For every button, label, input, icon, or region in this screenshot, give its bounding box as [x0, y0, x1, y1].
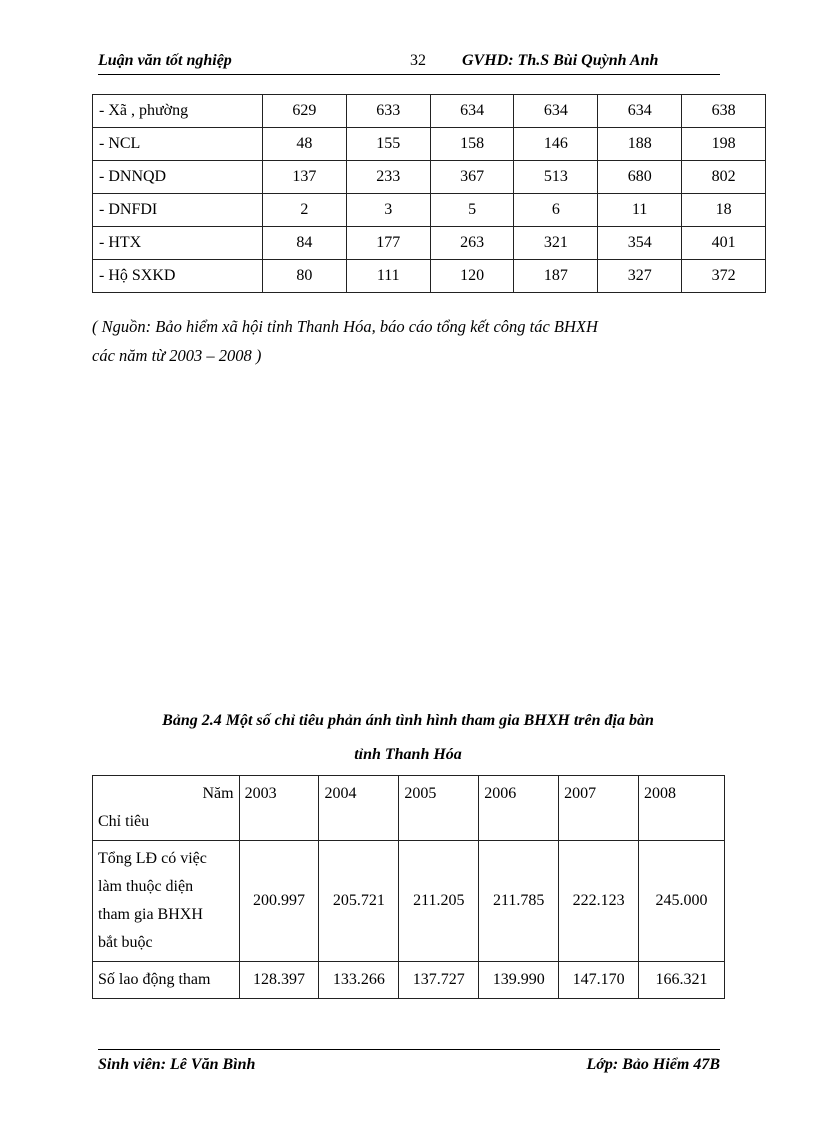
page-number: 32: [410, 52, 426, 69]
row-label: - NCL: [93, 128, 263, 161]
indicator-label-line: làm thuộc diện: [98, 878, 194, 895]
page-footer: [98, 1049, 720, 1073]
table-row: [93, 194, 766, 227]
indicator-label: [93, 841, 240, 962]
table-row: [93, 841, 725, 962]
indicator-label-line: bắt buộc: [98, 934, 153, 951]
table-row: [93, 260, 766, 293]
row-label: - HTX: [93, 227, 263, 260]
class-name: Lớp: Bảo Hiểm 47B: [586, 1056, 720, 1073]
source-line-2: các năm từ 2003 – 2008 ): [92, 346, 262, 365]
year-cell: 2005: [399, 776, 479, 841]
value-cell: 5: [430, 194, 514, 227]
indicators-table: [92, 775, 725, 999]
value-cell: 263: [430, 227, 514, 260]
table-caption-line-1: Bảng 2.4 Một số chỉ tiêu phản ánh tình hình tham gia BHXH trên địa bàn: [162, 712, 654, 729]
value-cell: 321: [514, 227, 598, 260]
value-cell: 634: [430, 95, 514, 128]
value-cell: 166.321: [639, 962, 725, 999]
student-name: Sinh viên: Lê Văn Bình: [98, 1056, 256, 1073]
value-cell: 133.266: [319, 962, 399, 999]
row-label: - Hộ SXKD: [93, 260, 263, 293]
value-cell: 18: [682, 194, 766, 227]
table-row: [93, 95, 766, 128]
value-cell: 513: [514, 161, 598, 194]
value-cell: 137.727: [399, 962, 479, 999]
value-cell: 137: [263, 161, 347, 194]
corner-year-label: Năm: [202, 785, 234, 802]
value-cell: 401: [682, 227, 766, 260]
row-label: - DNFDI: [93, 194, 263, 227]
value-cell: 222.123: [559, 841, 639, 962]
year-cell: 2004: [319, 776, 399, 841]
corner-cell: [93, 776, 240, 841]
corner-indicator-label: Chỉ tiêu: [98, 813, 150, 830]
year-cell: 2006: [479, 776, 559, 841]
participants-table: [92, 94, 766, 293]
value-cell: 327: [598, 260, 682, 293]
indicator-label-line: Tổng LĐ có việc: [98, 850, 207, 867]
value-cell: 84: [263, 227, 347, 260]
value-cell: 147.170: [559, 962, 639, 999]
page-header: [98, 50, 720, 75]
value-cell: 629: [263, 95, 347, 128]
thesis-title: Luận văn tốt nghiệp: [98, 52, 232, 69]
value-cell: 80: [263, 260, 347, 293]
value-cell: 128.397: [239, 962, 319, 999]
value-cell: 211.205: [399, 841, 479, 962]
table-row: [93, 161, 766, 194]
value-cell: 638: [682, 95, 766, 128]
value-cell: 2: [263, 194, 347, 227]
value-cell: 158: [430, 128, 514, 161]
source-note: [92, 312, 752, 370]
value-cell: 187: [514, 260, 598, 293]
year-cell: 2003: [239, 776, 319, 841]
value-cell: 354: [598, 227, 682, 260]
table-row: [93, 962, 725, 999]
value-cell: 155: [346, 128, 430, 161]
value-cell: 177: [346, 227, 430, 260]
row-label: - DNNQD: [93, 161, 263, 194]
value-cell: 205.721: [319, 841, 399, 962]
value-cell: 802: [682, 161, 766, 194]
indicator-label: [93, 962, 240, 999]
value-cell: 233: [346, 161, 430, 194]
value-cell: 633: [346, 95, 430, 128]
advisor-name: GVHD: Th.S Bùi Quỳnh Anh: [462, 52, 659, 69]
value-cell: 120: [430, 260, 514, 293]
value-cell: 3: [346, 194, 430, 227]
value-cell: 146: [514, 128, 598, 161]
value-cell: 372: [682, 260, 766, 293]
value-cell: 139.990: [479, 962, 559, 999]
value-cell: 634: [514, 95, 598, 128]
value-cell: 680: [598, 161, 682, 194]
year-cell: 2007: [559, 776, 639, 841]
table-caption-line-2: tỉnh Thanh Hóa: [354, 746, 462, 763]
table-row: [93, 227, 766, 260]
value-cell: 11: [598, 194, 682, 227]
row-label: - Xã , phường: [93, 95, 263, 128]
value-cell: 198: [682, 128, 766, 161]
year-cell: 2008: [639, 776, 725, 841]
value-cell: 188: [598, 128, 682, 161]
value-cell: 200.997: [239, 841, 319, 962]
value-cell: 6: [514, 194, 598, 227]
indicator-label-line: Số lao động tham: [98, 971, 211, 988]
value-cell: 634: [598, 95, 682, 128]
value-cell: 48: [263, 128, 347, 161]
year-header-row: [93, 776, 725, 841]
source-line-1: ( Nguồn: Bảo hiểm xã hội tỉnh Thanh Hóa, báo cáo tổng kết công tác BHXH: [92, 317, 598, 336]
value-cell: 245.000: [639, 841, 725, 962]
value-cell: 111: [346, 260, 430, 293]
table-row: [93, 128, 766, 161]
indicator-label-line: tham gia BHXH: [98, 906, 203, 923]
value-cell: 211.785: [479, 841, 559, 962]
value-cell: 367: [430, 161, 514, 194]
